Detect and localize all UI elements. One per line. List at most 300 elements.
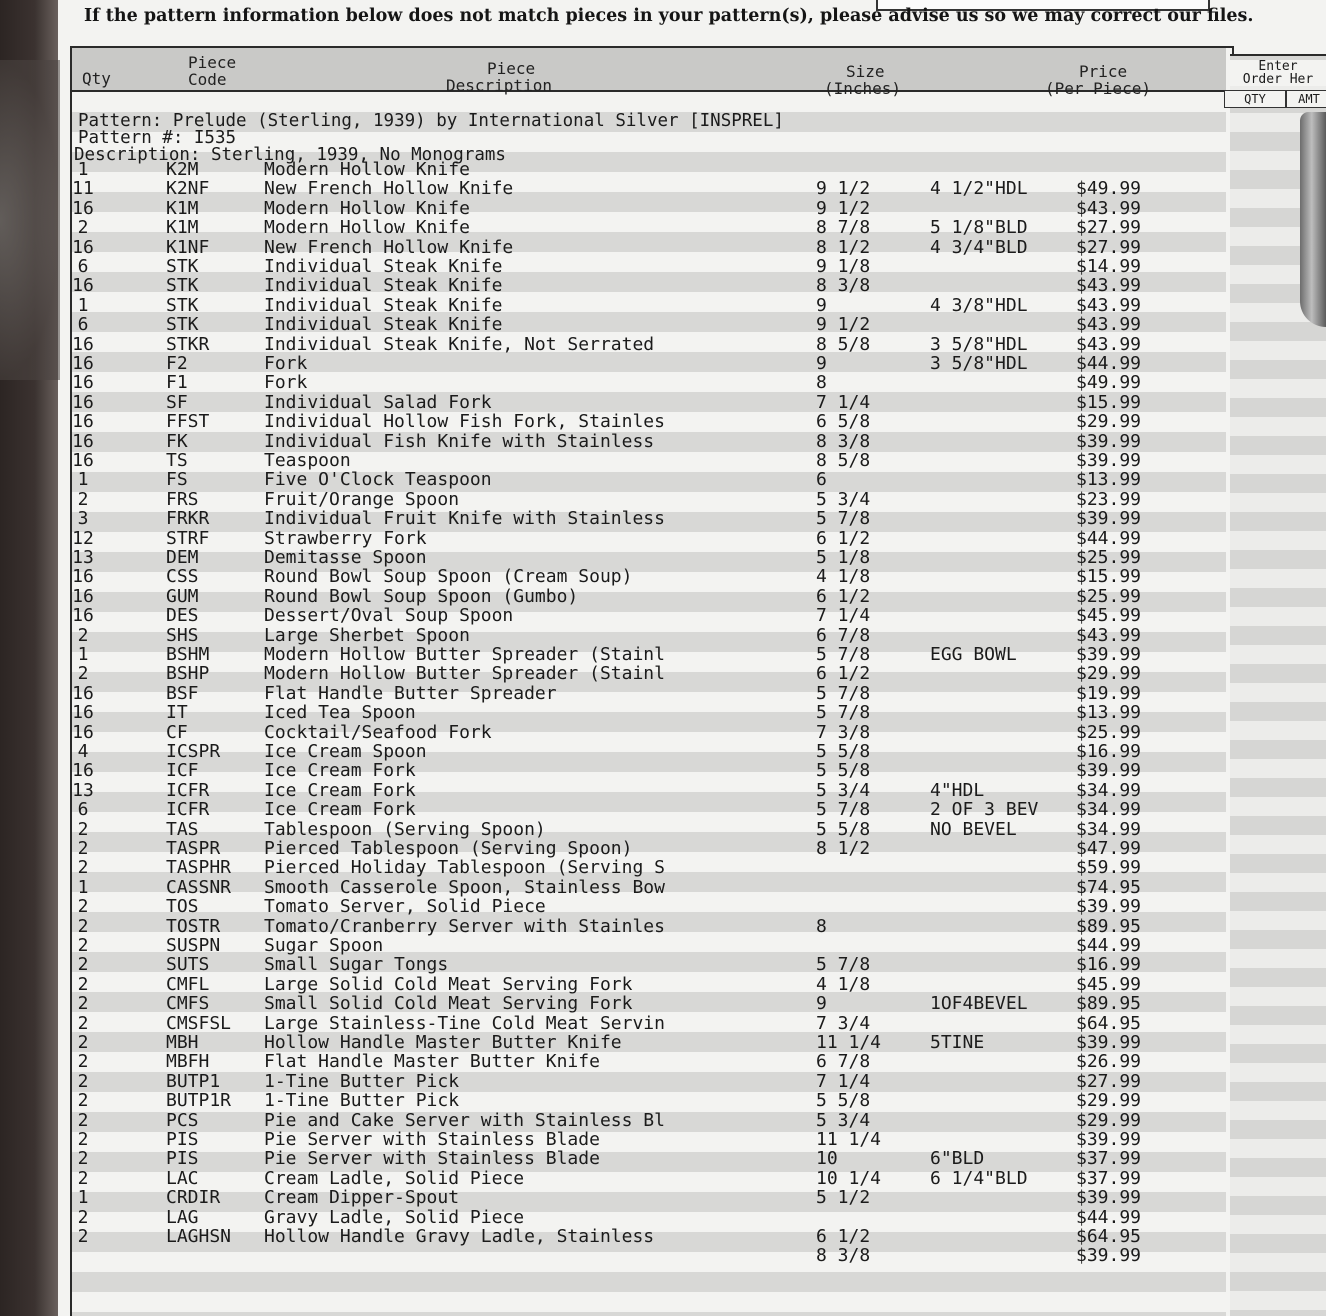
qty-cell: 2	[77, 1226, 89, 1247]
description-cell: Flat Handle Master Butter Knife	[264, 1051, 600, 1073]
size-cell: 9	[816, 294, 827, 316]
qty-cell: 6	[77, 314, 89, 336]
code-cell: STK	[166, 314, 199, 336]
table-body	[72, 92, 1226, 1316]
price-cell: $25.99	[1076, 721, 1142, 743]
price-cell: $25.99	[1076, 585, 1142, 607]
price-cell: $29.99	[1076, 411, 1142, 433]
description-cell: Cocktail/Seafood Fork	[264, 721, 492, 743]
qty-cell: 16	[72, 721, 94, 743]
price-cell: $34.99	[1076, 818, 1142, 840]
size-cell: 7 1/4	[816, 391, 871, 413]
qty-cell: 16	[72, 391, 94, 413]
price-cell: $25.99	[1076, 547, 1142, 568]
size-cell: 5 1/2	[816, 1187, 871, 1209]
price-cell: $39.99	[1076, 896, 1142, 918]
qty-cell: 1	[77, 469, 89, 491]
note-cell: 6 1/4"BLD	[930, 1167, 1028, 1189]
description-cell: Cream Ladle, Solid Piece	[264, 1167, 525, 1189]
code-cell: PIS	[166, 1129, 199, 1150]
description-cell: Pie Server with Stainless Blade	[264, 1148, 600, 1170]
price-cell: $34.99	[1076, 779, 1142, 801]
description-cell: Individual Salad Fork	[264, 391, 492, 413]
description-cell: Small Sugar Tongs	[264, 954, 449, 976]
code-cell: BSHP	[166, 663, 210, 685]
description-cell: Large Solid Cold Meat Serving Fork	[264, 973, 633, 995]
code-cell: TASPR	[166, 838, 221, 859]
price-cell: $26.99	[1076, 1051, 1142, 1073]
code-cell: TS	[166, 450, 188, 471]
qty-cell: 2	[77, 488, 89, 510]
qty-cell: 16	[72, 353, 94, 374]
description-cell: Fork	[264, 372, 308, 394]
qty-cell: 1	[77, 159, 89, 180]
code-cell: SHS	[166, 624, 199, 646]
description-cell: Ice Cream Spoon	[264, 741, 427, 762]
price-cell: $44.99	[1076, 1206, 1142, 1228]
code-cell: TOSTR	[166, 915, 221, 937]
pattern-description: Description: Sterling, 1939, No Monograms	[74, 145, 506, 165]
price-cell: $15.99	[1076, 566, 1142, 588]
code-cell: ICSPR	[166, 741, 221, 762]
code-cell: CMFS	[166, 993, 210, 1015]
qty-cell: 16	[72, 411, 94, 433]
description-cell: Pierced Holiday Tablespoon (Serving S	[264, 857, 665, 879]
code-cell: ICFR	[166, 779, 210, 801]
description-cell: Tablespoon (Serving Spoon)	[264, 818, 546, 840]
price-cell: $13.99	[1076, 469, 1142, 491]
note-cell: 3 5/8"HDL	[930, 353, 1028, 374]
size-cell: 6 5/8	[816, 411, 871, 433]
description-cell: Teaspoon	[264, 450, 351, 471]
qty-cell: 2	[77, 1206, 89, 1228]
description-cell: Hollow Handle Gravy Ladle, Stainless	[264, 1226, 655, 1247]
note-cell: 5 1/8"BLD	[930, 217, 1028, 239]
description-cell: Iced Tea Spoon	[264, 702, 416, 724]
description-cell: New French Hollow Knife	[264, 236, 514, 258]
size-cell: 5 5/8	[816, 1090, 871, 1112]
qty-cell: 4	[77, 741, 89, 762]
qty-cell: 16	[72, 197, 94, 219]
size-cell: 8	[816, 372, 827, 394]
size-cell: 8 1/2	[816, 236, 871, 258]
note-cell: 2 OF 3 BEV	[930, 799, 1039, 821]
price-cell: $47.99	[1076, 838, 1142, 859]
description-cell: Hollow Handle Master Butter Knife	[264, 1032, 622, 1053]
description-cell: Round Bowl Soup Spoon (Cream Soup)	[264, 566, 633, 588]
code-cell: TOS	[166, 896, 199, 918]
price-cell: $49.99	[1076, 372, 1142, 394]
code-cell: DES	[166, 605, 199, 627]
qty-cell: 1	[77, 876, 89, 898]
enter-qty-label: QTY	[1224, 90, 1286, 108]
qty-cell: 16	[72, 760, 94, 782]
header-qty: Qty	[82, 69, 111, 88]
description-cell: Fruit/Orange Spoon	[264, 488, 460, 510]
qty-cell: 6	[77, 799, 89, 821]
code-cell: BUTP1	[166, 1070, 221, 1092]
qty-cell: 16	[72, 333, 94, 355]
qty-cell: 16	[72, 682, 94, 704]
description-cell: Dessert/Oval Soup Spoon	[264, 605, 514, 627]
size-cell: 6 1/2	[816, 527, 871, 549]
price-cell: $14.99	[1076, 256, 1142, 277]
size-cell: 5 5/8	[816, 818, 871, 840]
code-cell: ICFR	[166, 799, 210, 821]
qty-cell: 2	[77, 1129, 89, 1150]
note-cell: 4 3/4"BLD	[930, 236, 1028, 258]
code-cell: ICF	[166, 760, 199, 782]
qty-cell: 2	[77, 973, 89, 995]
qty-cell: 2	[77, 838, 89, 859]
size-cell: 8 1/2	[816, 838, 871, 859]
qty-cell: 1	[77, 644, 89, 665]
code-cell: CASSNR	[166, 876, 232, 898]
size-cell: 5 7/8	[816, 799, 871, 821]
price-cell: $39.99	[1076, 1245, 1142, 1267]
price-cell: $15.99	[1076, 391, 1142, 413]
size-cell: 10	[816, 1148, 838, 1170]
pattern-name: Pattern: Prelude (Sterling, 1939) by International Silver [INSPREL]	[78, 111, 784, 131]
price-cell: $23.99	[1076, 488, 1142, 510]
code-cell: TAS	[166, 818, 199, 840]
description-cell: Individual Fish Knife with Stainless	[264, 430, 655, 452]
price-cell: $44.99	[1076, 935, 1142, 956]
description-cell: Large Sherbet Spoon	[264, 624, 470, 646]
code-cell: CMSFSL	[166, 1012, 232, 1034]
price-cell: $45.99	[1076, 973, 1142, 995]
qty-cell: 2	[77, 1109, 89, 1131]
price-cell: $43.99	[1076, 333, 1142, 355]
qty-cell: 2	[77, 993, 89, 1015]
size-cell: 5 7/8	[816, 508, 871, 530]
qty-cell: 16	[72, 236, 94, 258]
qty-cell: 3	[77, 508, 89, 530]
price-cell: $44.99	[1076, 527, 1142, 549]
code-cell: LAC	[166, 1167, 199, 1189]
code-cell: CSS	[166, 566, 199, 588]
size-cell: 11 1/4	[816, 1129, 882, 1150]
code-cell: STKR	[166, 333, 210, 355]
description-cell: Round Bowl Soup Spoon (Gumbo)	[264, 585, 579, 607]
paper-curl	[0, 60, 60, 380]
code-cell: DEM	[166, 547, 199, 568]
price-cell: $19.99	[1076, 682, 1142, 704]
description-cell: Tomato Server, Solid Piece	[264, 896, 546, 918]
header-code-2: Code	[188, 70, 227, 89]
price-cell: $39.99	[1076, 508, 1142, 530]
price-cell: $43.99	[1076, 197, 1142, 219]
code-cell: MBH	[166, 1032, 199, 1053]
price-cell: $44.99	[1076, 353, 1142, 374]
size-cell: 8 3/8	[816, 430, 871, 452]
size-cell: 7 1/4	[816, 605, 871, 627]
description-cell: Smooth Casserole Spoon, Stainless Bow	[264, 876, 665, 898]
background-shadow	[0, 0, 58, 1316]
enter-label-1: Enter	[1258, 59, 1298, 74]
qty-cell: 11	[72, 178, 94, 200]
qty-cell: 2	[77, 1032, 89, 1053]
size-cell: 6 7/8	[816, 624, 871, 646]
code-cell: F2	[166, 353, 188, 374]
size-cell: 5 7/8	[816, 954, 871, 976]
code-cell: K1M	[166, 197, 199, 219]
price-cell: $37.99	[1076, 1148, 1142, 1170]
price-cell: $29.99	[1076, 663, 1142, 685]
size-cell: 9	[816, 353, 827, 374]
size-cell: 6 1/2	[816, 1226, 871, 1247]
code-cell: FRKR	[166, 508, 210, 530]
size-cell: 5 3/4	[816, 1109, 871, 1131]
price-cell: $29.99	[1076, 1090, 1142, 1112]
code-cell: FRS	[166, 488, 199, 510]
description-cell: Strawberry Fork	[264, 527, 427, 549]
size-cell: 6	[816, 469, 827, 491]
code-cell: CRDIR	[166, 1187, 221, 1209]
code-cell: STK	[166, 275, 199, 297]
description-cell: New French Hollow Knife	[264, 178, 514, 200]
description-cell: Ice Cream Fork	[264, 779, 416, 801]
size-cell: 5 5/8	[816, 760, 871, 782]
note-cell: 6"BLD	[930, 1148, 985, 1170]
code-cell: STK	[166, 256, 199, 277]
code-cell: K1NF	[166, 236, 210, 258]
size-cell: 5 7/8	[816, 682, 871, 704]
description-cell: Tomato/Cranberry Server with Stainles	[264, 915, 665, 937]
price-cell: $27.99	[1076, 236, 1142, 258]
code-cell: SUTS	[166, 954, 210, 976]
qty-cell: 2	[77, 915, 89, 937]
size-cell: 7 3/8	[816, 721, 871, 743]
description-cell: Large Stainless-Tine Cold Meat Servin	[264, 1012, 665, 1034]
qty-cell: 2	[77, 1051, 89, 1073]
size-cell: 5 1/8	[816, 547, 871, 568]
description-cell: Individual Steak Knife	[264, 275, 503, 297]
description-cell: Modern Hollow Knife	[264, 197, 470, 219]
code-cell: FFST	[166, 411, 210, 433]
price-cell: $39.99	[1076, 450, 1142, 471]
qty-cell: 2	[77, 935, 89, 956]
size-cell: 5 5/8	[816, 741, 871, 762]
enter-amt-label: AMT	[1286, 90, 1326, 108]
price-cell: $16.99	[1076, 954, 1142, 976]
note-cell: 5TINE	[930, 1032, 985, 1053]
description-cell: Pierced Tablespoon (Serving Spoon)	[264, 838, 633, 859]
price-cell: $16.99	[1076, 741, 1142, 762]
code-cell: BSHM	[166, 644, 210, 665]
qty-cell: 16	[72, 430, 94, 452]
code-cell: CF	[166, 721, 188, 743]
price-cell: $39.99	[1076, 760, 1142, 782]
price-cell: $43.99	[1076, 294, 1142, 316]
description-cell: Individual Hollow Fish Fork, Stainles	[264, 411, 665, 433]
qty-cell: 12	[72, 527, 94, 549]
price-cell: $27.99	[1076, 1070, 1142, 1092]
description-cell: Individual Steak Knife, Not Serrated	[264, 333, 655, 355]
size-cell: 7 3/4	[816, 1012, 871, 1034]
size-cell: 8 3/8	[816, 275, 871, 297]
description-cell: Modern Hollow Butter Spreader (Stainl	[264, 644, 665, 665]
enter-label-2: Order Her	[1242, 72, 1314, 87]
pattern-number: Pattern #: I535	[78, 128, 237, 148]
price-cell: $49.99	[1076, 178, 1142, 200]
description-cell: 1-Tine Butter Pick	[264, 1070, 460, 1092]
price-cell: $64.95	[1076, 1012, 1142, 1034]
price-cell: $27.99	[1076, 217, 1142, 239]
price-cell: $34.99	[1076, 799, 1142, 821]
code-cell: SF	[166, 391, 188, 413]
price-cell: $39.99	[1076, 1032, 1142, 1053]
size-cell: 10 1/4	[816, 1167, 882, 1189]
price-cell: $89.95	[1076, 993, 1142, 1015]
note-cell: 4"HDL	[930, 779, 985, 801]
qty-cell: 13	[72, 547, 94, 568]
qty-cell: 1	[77, 294, 89, 316]
price-cell: $39.99	[1076, 1187, 1142, 1209]
qty-cell: 16	[72, 605, 94, 627]
qty-cell: 16	[72, 450, 94, 471]
knife-photo	[1300, 112, 1326, 327]
size-cell: 9 1/8	[816, 256, 871, 277]
size-cell: 5 7/8	[816, 702, 871, 724]
header-price-1: Price	[1079, 62, 1128, 81]
size-cell: 4 1/8	[816, 566, 871, 588]
size-cell: 8 7/8	[816, 217, 871, 239]
qty-cell: 2	[77, 1167, 89, 1189]
size-cell: 9 1/2	[816, 314, 871, 336]
price-cell: $43.99	[1076, 624, 1142, 646]
code-cell: IT	[166, 702, 188, 724]
qty-cell: 2	[77, 1012, 89, 1034]
code-cell: FS	[166, 469, 188, 491]
description-cell: Flat Handle Butter Spreader	[264, 682, 557, 704]
size-cell: 6 7/8	[816, 1051, 871, 1073]
description-cell: Individual Steak Knife	[264, 314, 503, 336]
price-cell: $37.99	[1076, 1167, 1142, 1189]
code-cell: K1M	[166, 217, 199, 239]
header-size-1: Size	[846, 62, 885, 81]
price-cell: $59.99	[1076, 857, 1142, 879]
description-cell: Pie Server with Stainless Blade	[264, 1129, 600, 1150]
note-cell: 3 5/8"HDL	[930, 333, 1028, 355]
code-cell: FK	[166, 430, 188, 452]
qty-cell: 2	[77, 663, 89, 685]
description-cell: Pie and Cake Server with Stainless Bl	[264, 1109, 665, 1131]
price-cell: $29.99	[1076, 1109, 1142, 1131]
code-cell: CMFL	[166, 973, 210, 995]
size-cell: 4 1/8	[816, 973, 871, 995]
size-cell: 9 1/2	[816, 178, 871, 200]
size-cell: 5 7/8	[816, 644, 871, 665]
note-cell: 4 3/8"HDL	[930, 294, 1028, 316]
header-desc-1: Piece	[487, 59, 536, 78]
description-cell: Cream Dipper-Spout	[264, 1187, 460, 1209]
enter-order-label	[1230, 60, 1326, 86]
qty-cell: 2	[77, 1090, 89, 1112]
header-price-2: (Per Piece)	[1045, 79, 1151, 98]
code-cell: TASPHR	[166, 857, 232, 879]
description-cell: Five O'Clock Teaspoon	[264, 469, 492, 491]
price-cell: $89.95	[1076, 915, 1142, 937]
qty-cell: 16	[72, 275, 94, 297]
price-cell: $43.99	[1076, 314, 1142, 336]
code-cell: BSF	[166, 682, 199, 704]
qty-cell: 2	[77, 857, 89, 879]
size-cell: 6 1/2	[816, 663, 871, 685]
description-cell: Small Solid Cold Meat Serving Fork	[264, 993, 633, 1015]
note-cell: 1OF4BEVEL	[930, 993, 1028, 1015]
code-cell: K2NF	[166, 178, 210, 200]
qty-cell: 2	[77, 1070, 89, 1092]
price-cell: $45.99	[1076, 605, 1142, 627]
size-cell: 8 5/8	[816, 450, 871, 471]
description-cell: Ice Cream Fork	[264, 799, 416, 821]
code-cell: STRF	[166, 527, 210, 549]
size-cell: 5 3/4	[816, 488, 871, 510]
code-cell: PCS	[166, 1109, 199, 1131]
price-cell: $39.99	[1076, 1129, 1142, 1150]
qty-cell: 6	[77, 256, 89, 277]
description-cell: Modern Hollow Knife	[264, 159, 470, 180]
qty-cell: 16	[72, 566, 94, 588]
code-cell: BUTP1R	[166, 1090, 232, 1112]
note-cell: EGG BOWL	[930, 644, 1017, 665]
price-cell: $13.99	[1076, 702, 1142, 724]
code-cell: LAGHSN	[166, 1226, 232, 1247]
qty-cell: 1	[77, 1187, 89, 1209]
qty-cell: 13	[72, 779, 94, 801]
size-cell: 8 3/8	[816, 1245, 871, 1267]
qty-cell: 2	[77, 624, 89, 646]
size-cell: 9 1/2	[816, 197, 871, 219]
description-cell: 1-Tine Butter Pick	[264, 1090, 460, 1112]
qty-cell: 2	[77, 896, 89, 918]
size-cell: 7 1/4	[816, 1070, 871, 1092]
description-cell: Ice Cream Fork	[264, 760, 416, 782]
size-cell: 5 3/4	[816, 779, 871, 801]
code-cell: K2M	[166, 159, 199, 180]
code-cell: PIS	[166, 1148, 199, 1170]
price-cell: $64.95	[1076, 1226, 1142, 1247]
description-cell: Modern Hollow Butter Spreader (Stainl	[264, 663, 665, 685]
code-cell: LAG	[166, 1206, 199, 1228]
header-desc-2: Description	[446, 76, 552, 95]
qty-cell: 2	[77, 1148, 89, 1170]
size-cell: 8 5/8	[816, 333, 871, 355]
description-cell: Individual Fruit Knife with Stainless	[264, 508, 665, 530]
code-cell: GUM	[166, 585, 199, 607]
description-cell: Gravy Ladle, Solid Piece	[264, 1206, 525, 1228]
description-cell: Individual Steak Knife	[264, 256, 503, 277]
qty-cell: 16	[72, 372, 94, 394]
price-cell: $74.95	[1076, 876, 1142, 898]
qty-cell: 16	[72, 585, 94, 607]
code-cell: STK	[166, 294, 199, 316]
size-cell: 9	[816, 993, 827, 1015]
qty-cell: 2	[77, 954, 89, 976]
description-cell: Demitasse Spoon	[264, 547, 427, 568]
size-cell: 11 1/4	[816, 1032, 882, 1053]
description-cell: Sugar Spoon	[264, 935, 384, 956]
qty-cell: 16	[72, 702, 94, 724]
description-cell: Modern Hollow Knife	[264, 217, 470, 239]
price-cell: $39.99	[1076, 644, 1142, 665]
qty-cell: 2	[77, 217, 89, 239]
note-cell: 4 1/2"HDL	[930, 178, 1028, 200]
description-cell: Individual Steak Knife	[264, 294, 503, 316]
code-cell: MBFH	[166, 1051, 210, 1073]
header-code-1: Piece	[188, 53, 237, 72]
